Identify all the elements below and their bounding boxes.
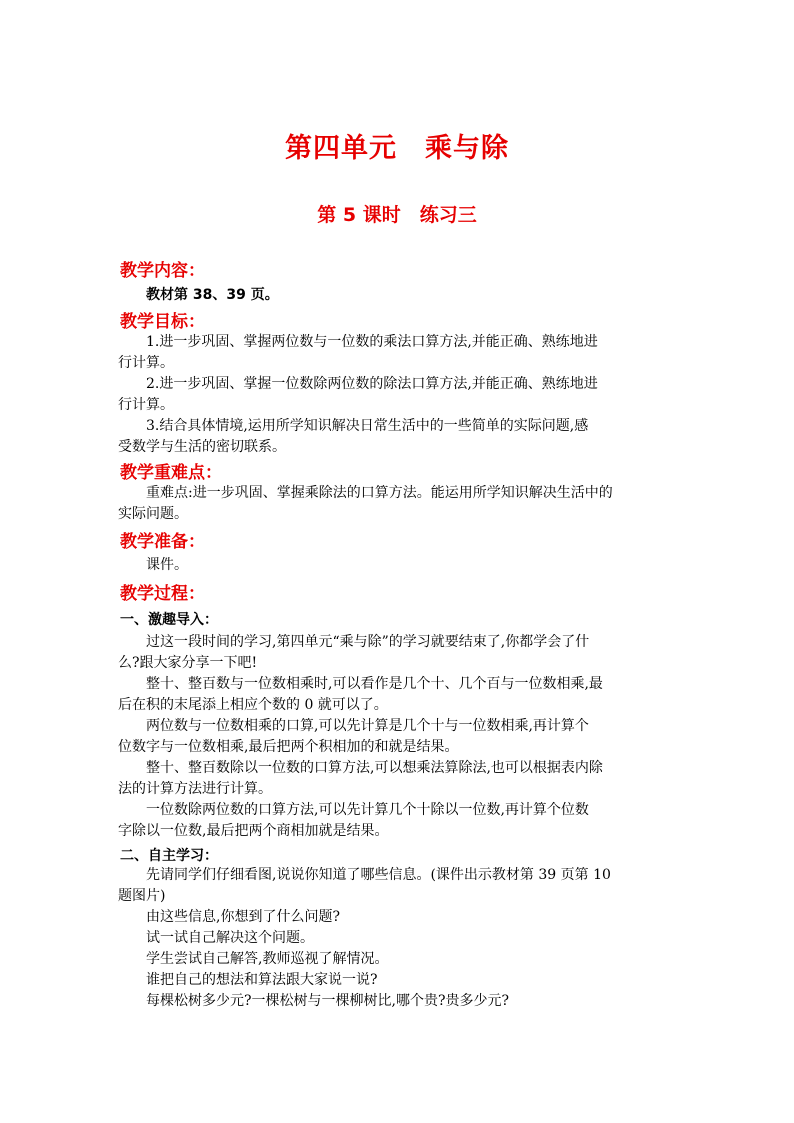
goal-line: 1.进一步巩固、掌握两位数与一位数的乘法口算方法,并能正确、熟练地进 bbox=[146, 334, 598, 350]
preparation-heading: 教学准备： bbox=[120, 532, 205, 552]
goals-heading: 教学目标： bbox=[120, 312, 205, 332]
part2-line: 由这些信息,你想到了什么问题? bbox=[146, 909, 340, 925]
goal-line: 行计算。 bbox=[118, 397, 174, 413]
part2-line: 学生尝试自己解答,教师巡视了解情况。 bbox=[146, 951, 389, 967]
part1-line: 字除以一位数,最后把两个商相加就是结果。 bbox=[118, 823, 389, 839]
content-line: 教材第 38、39 页。 bbox=[146, 287, 279, 303]
key-point-line: 重难点:进一步巩固、掌握乘除法的口算方法。能运用所学知识解决生活中的 bbox=[146, 485, 613, 501]
key-points-heading: 教学重难点： bbox=[120, 463, 222, 483]
part1-line: 整十、整百数与一位数相乘时,可以看作是几个十、几个百与一位数相乘,最 bbox=[146, 676, 603, 692]
part1-line: 过这一段时间的学习,第四单元“乘与除”的学习就要结束了,你都学会了什 bbox=[146, 634, 590, 650]
part2-title: 二、自主学习： bbox=[120, 848, 218, 864]
part2-line: 每棵松树多少元?一棵松树与一棵柳树比,哪个贵?贵多少元? bbox=[146, 993, 509, 1009]
preparation-line: 课件。 bbox=[146, 557, 188, 573]
key-point-line: 实际问题。 bbox=[118, 506, 188, 522]
part1-line: 一位数除两位数的口算方法,可以先计算几个十除以一位数,再计算个位数 bbox=[146, 802, 589, 818]
part2-line: 题图片) bbox=[118, 888, 166, 904]
part1-line: 位数字与一位数相乘,最后把两个积相加的和就是结果。 bbox=[118, 739, 459, 755]
part1-line: 么?跟大家分享一下吧! bbox=[118, 655, 258, 671]
content-heading: 教学内容： bbox=[120, 261, 205, 281]
part1-title: 一、激趣导入： bbox=[120, 612, 218, 628]
goal-line: 行计算。 bbox=[118, 355, 174, 371]
page-title: 第四单元 乘与除 bbox=[285, 133, 509, 164]
part2-line: 试一试自己解决这个问题。 bbox=[146, 930, 314, 946]
lesson-subtitle: 第 5 课时 练习三 bbox=[317, 204, 477, 226]
goal-line: 2.进一步巩固、掌握一位数除两位数的除法口算方法,并能正确、熟练地进 bbox=[146, 376, 598, 392]
goal-line: 受数学与生活的密切联系。 bbox=[118, 439, 286, 455]
part2-line: 先请同学们仔细看图,说说你知道了哪些信息。(课件出示教材第 39 页第 10 bbox=[146, 867, 611, 883]
part1-line: 后在积的末尾添上相应个数的 0 就可以了。 bbox=[118, 697, 388, 713]
process-heading: 教学过程： bbox=[120, 584, 205, 604]
goal-line: 3.结合具体情境,运用所学知识解决日常生活中的一些简单的实际问题,感 bbox=[146, 418, 589, 434]
part1-line: 整十、整百数除以一位数的口算方法,可以想乘法算除法,也可以根据表内除 bbox=[146, 760, 603, 776]
part2-line: 谁把自己的想法和算法跟大家说一说? bbox=[146, 972, 378, 988]
part1-line: 法的计算方法进行计算。 bbox=[118, 781, 272, 797]
part1-line: 两位数与一位数相乘的口算,可以先计算是几个十与一位数相乘,再计算个 bbox=[146, 718, 589, 734]
